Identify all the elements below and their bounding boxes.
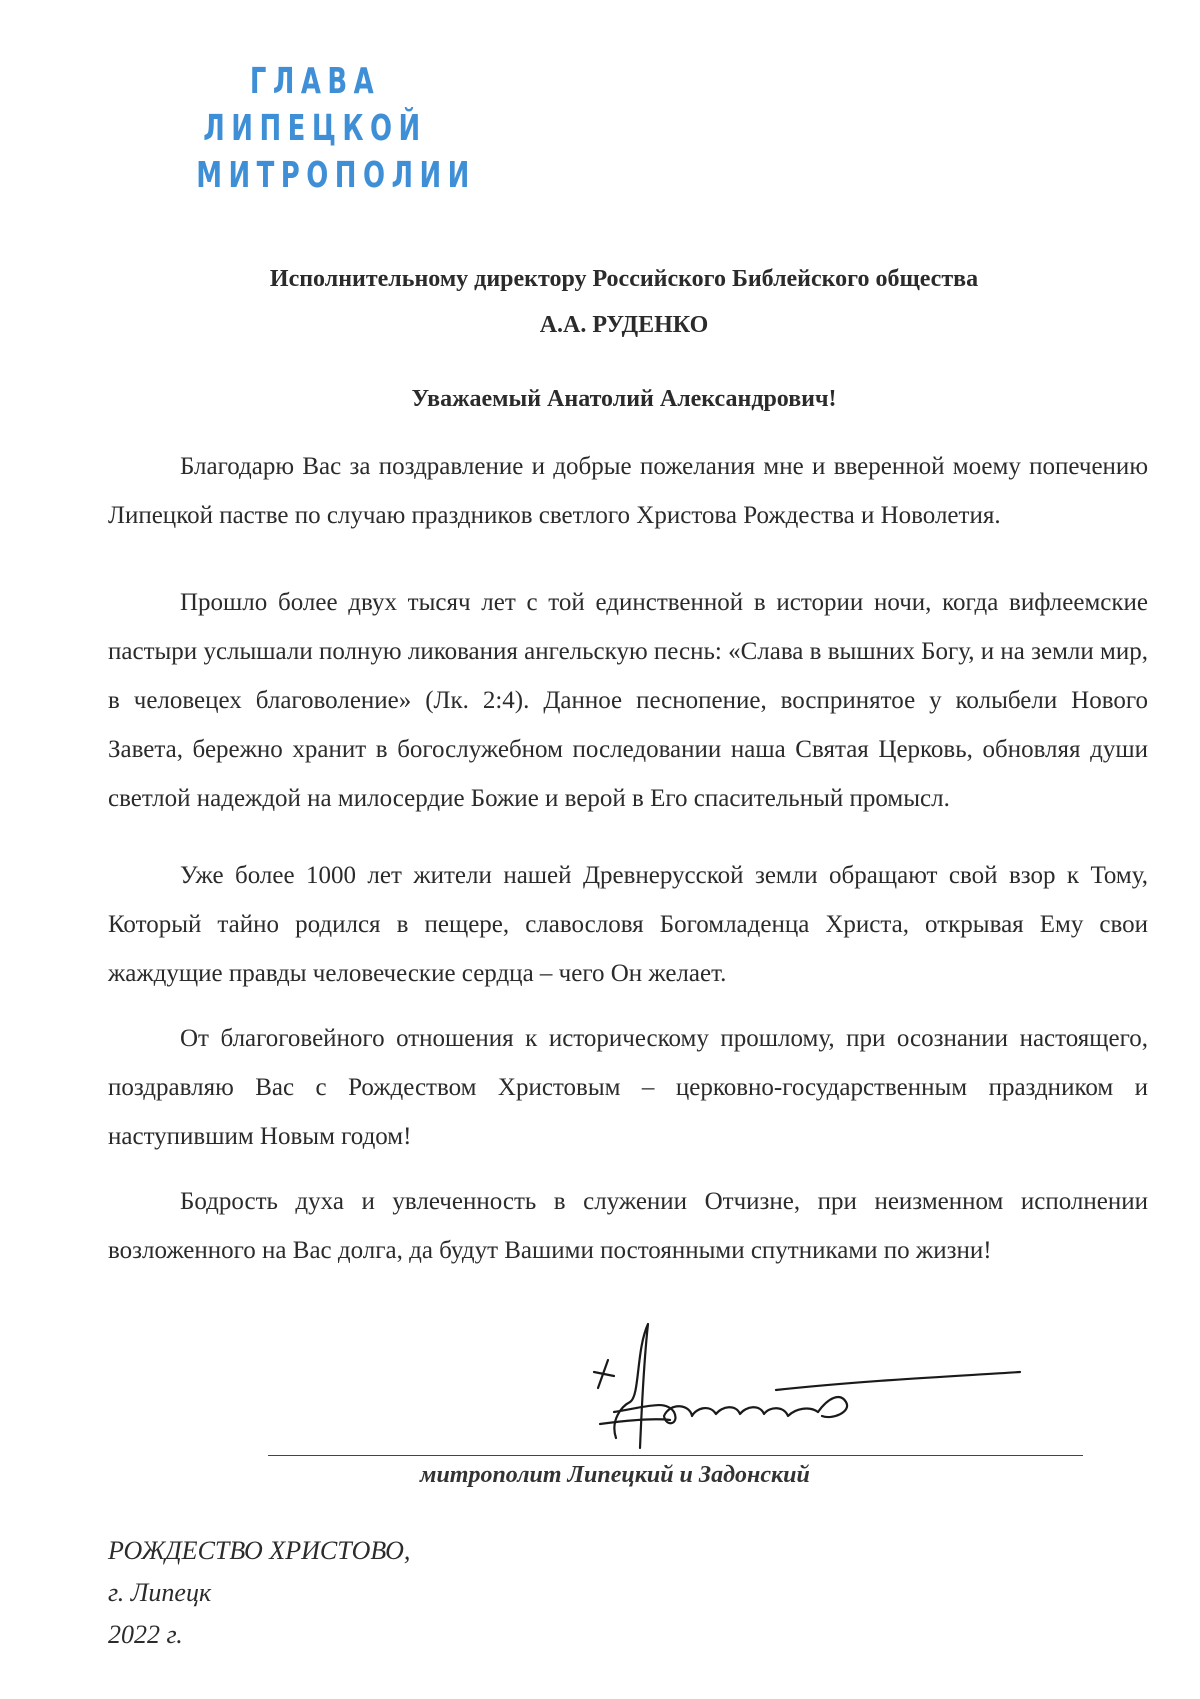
footer-city: г. Липецк: [108, 1578, 212, 1607]
handwritten-signature: [570, 1320, 1090, 1460]
body-paragraph: Бодрость духа и увлеченность в служении Отчизне, при неизменном исполнении возложенного на Вас долга, да будут Вашими постоянными спутниками по жизни!: [108, 1188, 1148, 1264]
body-paragraph: От благоговейного отношения к историческому прошлому, при осознании настоящего, поздравляю Вас с Рождеством Христовым – церковно-государственным праздником и наступившим Новым годом!: [108, 1025, 1148, 1150]
body-paragraph: Прошло более двух тысяч лет с той единственной в истории ночи, когда вифлеемские пастыри услышали полную ликования ангельскую песнь: «Слава в вышних Богу, и на земли мир, в человецех благоволение» (Лк. 2:4). Данное песнопение, воспринятое у колыбели Нового Завета, бережно хранит в богослужебном последовании наша Святая Церковь, обновляя души светлой надеждой на милосердие Божие и верой в Его спасительный промысл.: [108, 589, 1148, 812]
footer-year: 2022 г.: [108, 1620, 183, 1649]
body-paragraph: Уже более 1000 лет жители нашей Древнерусской земли обращают свой взор к Тому, Который тайно родился в пещере, славословя Богомладенца Христа, открывая Ему свои жаждущие правды человеческие сердца – чего Он желает.: [108, 862, 1148, 987]
body-paragraph: Благодарю Вас за поздравление и добрые пожелания мне и вверенной моему попечению Липецкой пастве по случаю праздников светлого Христова Рождества и Новолетия.: [108, 453, 1148, 529]
letter-body: [108, 442, 1148, 1275]
letterhead-line-1: ГЛАВА: [249, 61, 381, 102]
salutation: Уважаемый Анатолий Александрович!: [411, 386, 837, 412]
addressee-position: Исполнительному директору Российского Библейского общества: [269, 266, 979, 292]
letterhead-line-3: МИТРОПОЛИИ: [196, 155, 476, 196]
letterhead-logo: [196, 58, 476, 199]
letter-footer: [108, 1530, 608, 1656]
signature-block: [0, 1320, 1200, 1520]
footer-occasion: РОЖДЕСТВО ХРИСТОВО,: [108, 1536, 411, 1565]
addressee-block: [100, 256, 1148, 348]
letterhead-line-2: ЛИПЕЦКОЙ: [203, 108, 427, 149]
signatory-title: митрополит Липецкий и Задонский: [420, 1462, 810, 1488]
signature-line: [268, 1455, 1083, 1456]
addressee-name: А.А. РУДЕНКО: [539, 312, 709, 338]
